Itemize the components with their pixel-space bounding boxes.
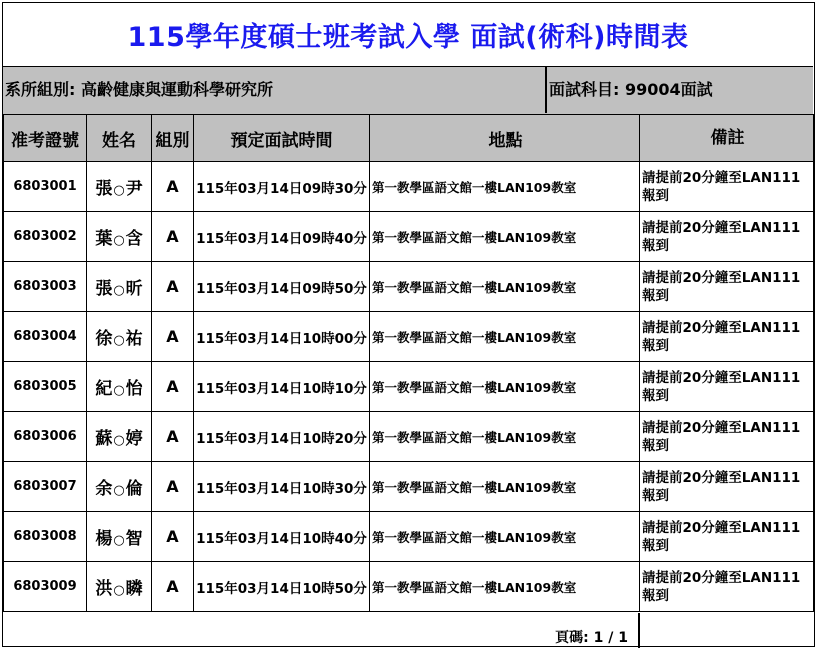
name-separator: ○ bbox=[113, 583, 125, 598]
cell-name bbox=[87, 212, 152, 262]
table-header-row bbox=[4, 115, 814, 162]
name-separator: ○ bbox=[113, 433, 125, 448]
department-info bbox=[5, 67, 273, 113]
table-row bbox=[4, 312, 814, 362]
cell-name bbox=[87, 262, 152, 312]
cell-name bbox=[87, 412, 152, 462]
header-id: 准考證號 bbox=[4, 115, 87, 162]
page-number: 頁碼: 1 / 1 bbox=[555, 630, 628, 646]
cell-note: 請提前20分鐘至LAN111報到 bbox=[640, 312, 814, 362]
footer bbox=[3, 613, 813, 648]
info-divider bbox=[545, 67, 547, 113]
cell-exam-id: 6803004 bbox=[4, 312, 87, 362]
header-group: 組別 bbox=[152, 115, 194, 162]
cell-note: 請提前20分鐘至LAN111報到 bbox=[640, 212, 814, 262]
name-first-char: 葉 bbox=[95, 229, 113, 249]
cell-name bbox=[87, 462, 152, 512]
cell-place: 第一教學區語文館一樓LAN109教室 bbox=[370, 512, 640, 562]
table-row bbox=[4, 212, 814, 262]
name-first-char: 蘇 bbox=[95, 429, 113, 449]
cell-place: 第一教學區語文館一樓LAN109教室 bbox=[370, 362, 640, 412]
name-first-char: 洪 bbox=[95, 579, 113, 599]
name-last-char: 婷 bbox=[125, 429, 143, 449]
name-first-char: 張 bbox=[95, 279, 113, 299]
name-separator: ○ bbox=[113, 183, 125, 198]
cell-place: 第一教學區語文館一樓LAN109教室 bbox=[370, 462, 640, 512]
cell-exam-id: 6803003 bbox=[4, 262, 87, 312]
cell-name bbox=[87, 512, 152, 562]
name-first-char: 徐 bbox=[95, 329, 113, 349]
cell-time: 115年03月14日10時40分 bbox=[194, 512, 370, 562]
schedule-table bbox=[3, 114, 814, 612]
cell-place: 第一教學區語文館一樓LAN109教室 bbox=[370, 262, 640, 312]
cell-group: A bbox=[152, 262, 194, 312]
name-last-char: 含 bbox=[125, 229, 143, 249]
cell-exam-id: 6803007 bbox=[4, 462, 87, 512]
cell-group: A bbox=[152, 212, 194, 262]
table-row bbox=[4, 162, 814, 212]
cell-note: 請提前20分鐘至LAN111報到 bbox=[640, 462, 814, 512]
cell-place: 第一教學區語文館一樓LAN109教室 bbox=[370, 412, 640, 462]
name-last-char: 昕 bbox=[125, 279, 143, 299]
cell-name bbox=[87, 162, 152, 212]
cell-exam-id: 6803005 bbox=[4, 362, 87, 412]
department-value: 高齡健康與運動科學研究所 bbox=[80, 80, 273, 99]
subject-value: 99004面試 bbox=[624, 80, 713, 99]
cell-time: 115年03月14日10時00分 bbox=[194, 312, 370, 362]
name-last-char: 瞵 bbox=[125, 579, 143, 599]
subject-label: 面試科目: bbox=[549, 80, 620, 99]
name-last-char: 倫 bbox=[125, 479, 143, 499]
table-body bbox=[4, 162, 814, 612]
header-time: 預定面試時間 bbox=[194, 115, 370, 162]
page-title: 115學年度碩士班考試入學 面試(術科)時間表 bbox=[127, 22, 689, 53]
cell-name bbox=[87, 562, 152, 612]
name-first-char: 楊 bbox=[95, 529, 113, 549]
table-row bbox=[4, 562, 814, 612]
cell-time: 115年03月14日10時30分 bbox=[194, 462, 370, 512]
info-row bbox=[3, 66, 813, 115]
cell-time: 115年03月14日10時20分 bbox=[194, 412, 370, 462]
name-first-char: 張 bbox=[95, 179, 113, 199]
table-row bbox=[4, 412, 814, 462]
cell-place: 第一教學區語文館一樓LAN109教室 bbox=[370, 312, 640, 362]
cell-exam-id: 6803006 bbox=[4, 412, 87, 462]
cell-exam-id: 6803008 bbox=[4, 512, 87, 562]
schedule-sheet bbox=[2, 2, 815, 647]
cell-name bbox=[87, 362, 152, 412]
name-last-char: 尹 bbox=[125, 179, 143, 199]
header-name: 姓名 bbox=[87, 115, 152, 162]
subject-info bbox=[549, 67, 713, 113]
header-place: 地點 bbox=[370, 115, 640, 162]
cell-group: A bbox=[152, 312, 194, 362]
cell-group: A bbox=[152, 412, 194, 462]
cell-group: A bbox=[152, 362, 194, 412]
cell-time: 115年03月14日10時10分 bbox=[194, 362, 370, 412]
cell-time: 115年03月14日09時30分 bbox=[194, 162, 370, 212]
cell-group: A bbox=[152, 512, 194, 562]
name-first-char: 余 bbox=[95, 479, 113, 499]
cell-note: 請提前20分鐘至LAN111報到 bbox=[640, 562, 814, 612]
table-row bbox=[4, 262, 814, 312]
table-row bbox=[4, 362, 814, 412]
cell-note: 請提前20分鐘至LAN111報到 bbox=[640, 162, 814, 212]
cell-place: 第一教學區語文館一樓LAN109教室 bbox=[370, 212, 640, 262]
name-separator: ○ bbox=[113, 333, 125, 348]
name-separator: ○ bbox=[113, 283, 125, 298]
cell-time: 115年03月14日09時40分 bbox=[194, 212, 370, 262]
cell-group: A bbox=[152, 462, 194, 512]
cell-place: 第一教學區語文館一樓LAN109教室 bbox=[370, 162, 640, 212]
department-label: 系所組別: bbox=[5, 80, 76, 99]
cell-place: 第一教學區語文館一樓LAN109教室 bbox=[370, 562, 640, 612]
cell-note: 請提前20分鐘至LAN111報到 bbox=[640, 512, 814, 562]
name-separator: ○ bbox=[113, 233, 125, 248]
table-row bbox=[4, 462, 814, 512]
header-note: 備註 bbox=[640, 115, 814, 162]
cell-group: A bbox=[152, 162, 194, 212]
name-last-char: 祐 bbox=[125, 329, 143, 349]
cell-exam-id: 6803001 bbox=[4, 162, 87, 212]
cell-exam-id: 6803002 bbox=[4, 212, 87, 262]
footer-divider bbox=[638, 613, 640, 648]
cell-note: 請提前20分鐘至LAN111報到 bbox=[640, 412, 814, 462]
table-row bbox=[4, 512, 814, 562]
name-last-char: 智 bbox=[125, 529, 143, 549]
cell-note: 請提前20分鐘至LAN111報到 bbox=[640, 262, 814, 312]
name-last-char: 怡 bbox=[125, 379, 143, 399]
cell-name bbox=[87, 312, 152, 362]
cell-group: A bbox=[152, 562, 194, 612]
cell-exam-id: 6803009 bbox=[4, 562, 87, 612]
name-separator: ○ bbox=[113, 483, 125, 498]
name-first-char: 紀 bbox=[95, 379, 113, 399]
cell-time: 115年03月14日10時50分 bbox=[194, 562, 370, 612]
cell-time: 115年03月14日09時50分 bbox=[194, 262, 370, 312]
name-separator: ○ bbox=[113, 383, 125, 398]
cell-note: 請提前20分鐘至LAN111報到 bbox=[640, 362, 814, 412]
name-separator: ○ bbox=[113, 533, 125, 548]
